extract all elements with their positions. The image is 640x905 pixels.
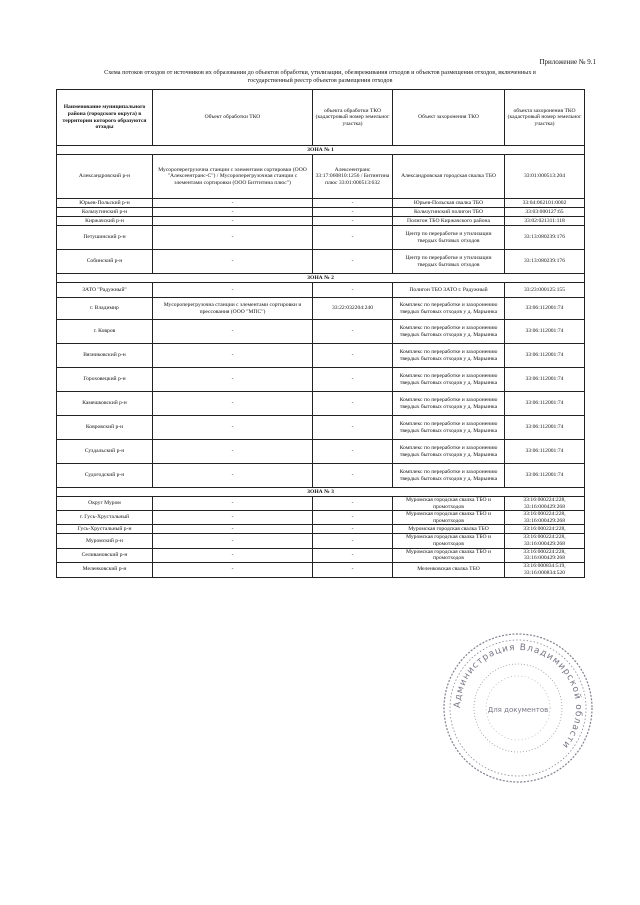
table-row bbox=[57, 199, 585, 208]
cell-processing-cadastral: 33:22:032204:240 bbox=[313, 298, 393, 320]
header-disposal-object: Объект захоронения ТКО bbox=[393, 90, 505, 146]
cell-processing-object: - bbox=[153, 392, 313, 416]
official-seal bbox=[438, 628, 598, 788]
cell-disposal-object: Комплекс по переработке и захоронению твердых бытовых отходов у д. Марьинка bbox=[393, 298, 505, 320]
seal-ring-text: Администрация Владимирской области bbox=[452, 642, 584, 751]
cell-processing-cadastral: - bbox=[313, 525, 393, 534]
cell-processing-cadastral: - bbox=[313, 392, 393, 416]
cell-municipality: г. Гусь-Хрустальный bbox=[57, 511, 153, 525]
cell-municipality: Юрьев-Польский р-н bbox=[57, 199, 153, 208]
cell-municipality: г. Ковров bbox=[57, 320, 153, 344]
cell-disposal-object: Комплекс по переработке и захоронению твердых бытовых отходов у д. Марьинка bbox=[393, 368, 505, 392]
cell-disposal-cadastral: 33:06:112001:74 bbox=[505, 368, 585, 392]
cell-processing-cadastral: - bbox=[313, 464, 393, 488]
cell-disposal-cadastral: 33:16:000224:228, 33:16:000429:268 bbox=[505, 548, 585, 562]
table-row bbox=[57, 525, 585, 534]
cell-municipality: Кольчугинский р-н bbox=[57, 208, 153, 217]
table-row bbox=[57, 511, 585, 525]
cell-processing-cadastral: - bbox=[313, 208, 393, 217]
cell-processing-cadastral: - bbox=[313, 497, 393, 511]
cell-disposal-cadastral: 33:03:000127:65 bbox=[505, 208, 585, 217]
cell-municipality: Вязниковский р-н bbox=[57, 344, 153, 368]
cell-disposal-cadastral: 33:06:112001:74 bbox=[505, 440, 585, 464]
table-row bbox=[57, 368, 585, 392]
cell-disposal-object: Кольчугинский полигон ТБО bbox=[393, 208, 505, 217]
cell-processing-object: - bbox=[153, 217, 313, 226]
cell-processing-object: - bbox=[153, 199, 313, 208]
cell-municipality: Меленковский р-н bbox=[57, 562, 153, 577]
cell-municipality: Собинский р-н bbox=[57, 250, 153, 274]
cell-disposal-object: Комплекс по переработке и захоронению твердых бытовых отходов у д. Марьинка bbox=[393, 392, 505, 416]
cell-processing-object: - bbox=[153, 250, 313, 274]
header-processing-cadastral: объекта обработки ТКО (кадастровый номер земельног участка) bbox=[313, 90, 393, 146]
header-disposal-cadastral: объекта захоронения ТКО (кадастровый номер земельног участка) bbox=[505, 90, 585, 146]
cell-municipality: ЗАТО "Радужный" bbox=[57, 283, 153, 298]
cell-disposal-cadastral: 33:16:000224:228, 33:16:000429:268 bbox=[505, 497, 585, 511]
cell-disposal-cadastral: 33:06:112001:74 bbox=[505, 298, 585, 320]
cell-processing-object: - bbox=[153, 497, 313, 511]
cell-municipality: Гороховецкий р-н bbox=[57, 368, 153, 392]
zone-label: ЗОНА № 1 bbox=[57, 146, 585, 155]
cell-disposal-object: Полигон ТБО Киржачского района bbox=[393, 217, 505, 226]
table-row bbox=[57, 217, 585, 226]
table-row bbox=[57, 464, 585, 488]
cell-disposal-cadastral: 33:02:021311:118 bbox=[505, 217, 585, 226]
cell-processing-object: - bbox=[153, 226, 313, 250]
table-row bbox=[57, 548, 585, 562]
header-municipality: Наименование муниципального района (городского округа) в территории которого образуются отходы bbox=[57, 90, 153, 146]
zone-header-row bbox=[57, 488, 585, 497]
cell-processing-cadastral: - bbox=[313, 534, 393, 548]
cell-disposal-object: Полигон ТБО ЗАТО г. Радужный bbox=[393, 283, 505, 298]
cell-processing-cadastral: - bbox=[313, 217, 393, 226]
cell-municipality: Судогодский р-н bbox=[57, 464, 153, 488]
table-row bbox=[57, 320, 585, 344]
cell-disposal-object: Центр по переработке и утилизации твердых бытовых отходов bbox=[393, 250, 505, 274]
table-row bbox=[57, 440, 585, 464]
cell-processing-object: - bbox=[153, 464, 313, 488]
document-title bbox=[40, 69, 600, 85]
title-line-2: государственный реестр объектов размещения отходов bbox=[247, 77, 393, 84]
table-row bbox=[57, 497, 585, 511]
cell-disposal-object: Юрьев-Польская свалка ТБО bbox=[393, 199, 505, 208]
table-row bbox=[57, 155, 585, 199]
cell-disposal-object: Центр по переработке и утилизации твердых бытовых отходов bbox=[393, 226, 505, 250]
cell-municipality: Суздальский р-н bbox=[57, 440, 153, 464]
cell-municipality: Округ Муром bbox=[57, 497, 153, 511]
zone-header-row bbox=[57, 146, 585, 155]
cell-processing-object: - bbox=[153, 562, 313, 577]
cell-processing-cadastral: - bbox=[313, 199, 393, 208]
cell-processing-cadastral: - bbox=[313, 320, 393, 344]
table-row bbox=[57, 534, 585, 548]
cell-municipality: Александровский р-н bbox=[57, 155, 153, 199]
table-body bbox=[57, 146, 585, 578]
cell-disposal-object: Комплекс по переработке и захоронению твердых бытовых отходов у д. Марьинка bbox=[393, 440, 505, 464]
cell-disposal-cadastral: 33:06:112001:74 bbox=[505, 344, 585, 368]
cell-disposal-cadastral: 33:13:080239:176 bbox=[505, 250, 585, 274]
cell-municipality: Гусь-Хрустальный р-н bbox=[57, 525, 153, 534]
seal-center-text: Для документов bbox=[487, 706, 549, 714]
cell-processing-cadastral: - bbox=[313, 416, 393, 440]
cell-processing-object: - bbox=[153, 440, 313, 464]
table-row bbox=[57, 392, 585, 416]
cell-disposal-object: Комплекс по переработке и захоронению твердых бытовых отходов у д. Марьинка bbox=[393, 464, 505, 488]
cell-processing-object: - bbox=[153, 525, 313, 534]
cell-processing-object: - bbox=[153, 344, 313, 368]
cell-processing-cadastral: - bbox=[313, 548, 393, 562]
cell-processing-object: Мусороперегрузочна станции с элементами сортировки (ООО "Алексеентранс-С") / Мусороперегрузочная станции с элементами сортировки (ООО Биттитина плюс") bbox=[153, 155, 313, 199]
cell-processing-cadastral: - bbox=[313, 440, 393, 464]
cell-municipality: Селивановский р-н bbox=[57, 548, 153, 562]
cell-processing-cadastral: - bbox=[313, 250, 393, 274]
cell-processing-cadastral: - bbox=[313, 226, 393, 250]
cell-processing-object: - bbox=[153, 368, 313, 392]
cell-disposal-cadastral: 33:16:000224:228, bbox=[505, 525, 585, 534]
cell-municipality: Камешковский р-н bbox=[57, 392, 153, 416]
cell-municipality: г. Владимир bbox=[57, 298, 153, 320]
cell-processing-cadastral: Алексеентранс 33:17:060810:1256 / Битинтина плюс 33:01:000513:632 bbox=[313, 155, 393, 199]
cell-disposal-cadastral: 33:04:062101:0002 bbox=[505, 199, 585, 208]
cell-disposal-cadastral: 33:16:000834:519, 33:16:000834:520 bbox=[505, 562, 585, 577]
zone-label: ЗОНА № 3 bbox=[57, 488, 585, 497]
table-row bbox=[57, 283, 585, 298]
cell-processing-object: - bbox=[153, 283, 313, 298]
table-row bbox=[57, 344, 585, 368]
cell-disposal-cadastral: 33:06:112001:74 bbox=[505, 464, 585, 488]
cell-processing-object: - bbox=[153, 534, 313, 548]
cell-disposal-cadastral: 33:16:000224:228, 33:16:000429:268 bbox=[505, 534, 585, 548]
cell-processing-object: - bbox=[153, 320, 313, 344]
table-row bbox=[57, 298, 585, 320]
cell-disposal-cadastral: 33:13:080239:176 bbox=[505, 226, 585, 250]
cell-disposal-object: Муромская городская свалка ТБО и промотходов bbox=[393, 534, 505, 548]
table-row bbox=[57, 562, 585, 577]
table-row bbox=[57, 250, 585, 274]
cell-municipality: Муромский р-н bbox=[57, 534, 153, 548]
cell-disposal-cadastral: 33:06:112001:74 bbox=[505, 416, 585, 440]
zone-header-row bbox=[57, 274, 585, 283]
cell-processing-cadastral: - bbox=[313, 368, 393, 392]
cell-processing-object: - bbox=[153, 416, 313, 440]
cell-disposal-object: Комплекс по переработке и захоронению твердых бытовых отходов у д. Марьинка bbox=[393, 344, 505, 368]
cell-processing-cadastral: - bbox=[313, 344, 393, 368]
cell-disposal-object: Комплекс по переработке и захоронению твердых бытовых отходов у д. Марьинка bbox=[393, 416, 505, 440]
waste-flow-table bbox=[56, 89, 585, 578]
cell-processing-object: - bbox=[153, 208, 313, 217]
header-processing-object: Объект обработки ТКО bbox=[153, 90, 313, 146]
cell-disposal-cadastral: 33:06:112001:74 bbox=[505, 392, 585, 416]
cell-processing-cadastral: - bbox=[313, 511, 393, 525]
cell-processing-cadastral: - bbox=[313, 283, 393, 298]
cell-disposal-object: Меленковская свалка ТБО bbox=[393, 562, 505, 577]
cell-processing-object: Мусороперегрузочна станции с элементами сортировки и прессования (ООО "МПС") bbox=[153, 298, 313, 320]
zone-label: ЗОНА № 2 bbox=[57, 274, 585, 283]
svg-text:Администрация Владимирской обл bbox=[453, 643, 583, 751]
cell-disposal-object: Муромская городская свалка ТБО bbox=[393, 525, 505, 534]
cell-municipality: Киржачский р-н bbox=[57, 217, 153, 226]
table-row bbox=[57, 208, 585, 217]
cell-disposal-cadastral: 33:23:000125:155 bbox=[505, 283, 585, 298]
title-line-1: Схема потоков отходов от источников их образования до объектов обработки, утилизации, обезвреживания отходов и объектов размещения отходов, включенных в bbox=[104, 69, 536, 76]
table-row bbox=[57, 226, 585, 250]
cell-disposal-object: Муромская городская свалка ТБО и промотходов bbox=[393, 548, 505, 562]
cell-municipality: Петушинский р-н bbox=[57, 226, 153, 250]
appendix-label: Приложение № 9.1 bbox=[539, 58, 596, 66]
table-row bbox=[57, 416, 585, 440]
cell-disposal-object: Муромская городская свалка ТБО и промотходов bbox=[393, 497, 505, 511]
cell-municipality: Ковровский р-н bbox=[57, 416, 153, 440]
cell-processing-object: - bbox=[153, 511, 313, 525]
cell-disposal-object: Александровская городская свалка ТБО bbox=[393, 155, 505, 199]
cell-disposal-cadastral: 33:16:000224:228, 33:16:000429:268 bbox=[505, 511, 585, 525]
cell-processing-cadastral: - bbox=[313, 562, 393, 577]
cell-disposal-cadastral: 33:01:000513:204 bbox=[505, 155, 585, 199]
cell-disposal-object: Комплекс по переработке и захоронению твердых бытовых отходов у д. Марьинка bbox=[393, 320, 505, 344]
cell-disposal-object: Муромская городская свалка ТБО и промотходов bbox=[393, 511, 505, 525]
cell-disposal-cadastral: 33:06:112001:74 bbox=[505, 320, 585, 344]
cell-processing-object: - bbox=[153, 548, 313, 562]
table-header-row bbox=[57, 90, 585, 146]
